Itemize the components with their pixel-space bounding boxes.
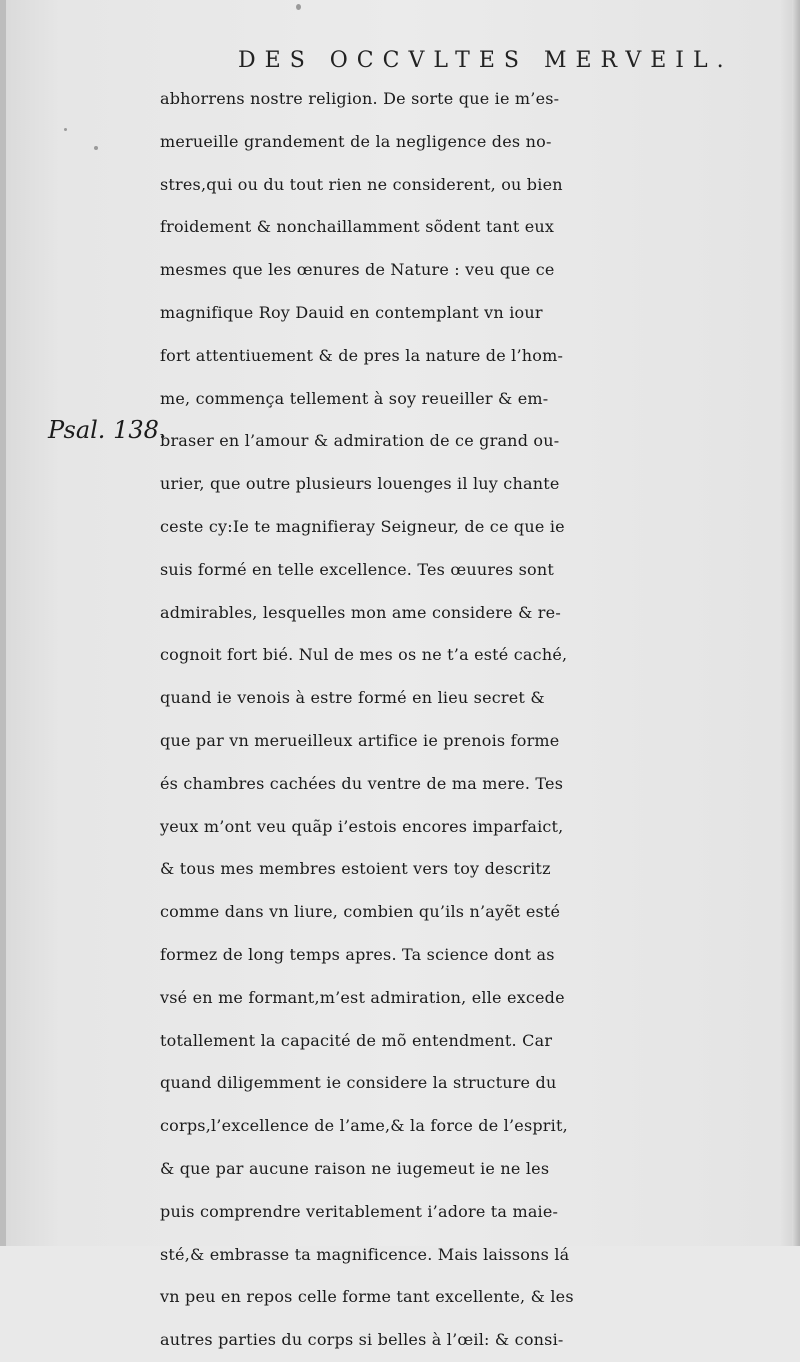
text-line: és chambres cachées du ventre de ma mere. Tes (160, 773, 564, 793)
running-head: DES OCCVLTES MERVEIL. (238, 48, 733, 73)
text-line: corps,l’excellence de l’ame,& la force de l’esprit, (160, 1116, 568, 1136)
text-line: & que par aucune raison ne iugemeut ie ne les (160, 1158, 550, 1178)
text-line: comme dans vn liure, combien qu’ils n’ayẽt esté (160, 902, 561, 922)
text-line: sté,& embrasse ta magnificence. Mais laissons lá (160, 1244, 570, 1264)
text-line: merueille grandement de la negligence des no- (160, 131, 552, 151)
ink-spot (94, 146, 98, 150)
text-line: admirables, lesquelles mon ame considere & re- (160, 602, 561, 622)
text-line: ceste cy:Ie te magnifieray Seigneur, de ce que ie (160, 516, 565, 536)
text-line: braser en l’amour & admiration de ce grand ou- (160, 431, 560, 451)
text-line: fort attentiuement & de pres la nature de l’hom- (160, 345, 564, 365)
text-line: stres,qui ou du tout rien ne considerent, ou bien (160, 174, 563, 194)
ink-spot (296, 4, 301, 10)
text-line: mesmes que les œnures de Nature : veu que ce (160, 260, 555, 280)
text-line: vn peu en repos celle forme tant excellente, & les (160, 1287, 574, 1307)
text-line: quand ie venois à estre formé en lieu secret & (160, 688, 545, 708)
text-line: puis comprendre veritablement i’adore ta maie- (160, 1201, 559, 1221)
text-line: abhorrens nostre religion. De sorte que ie m’es- (160, 89, 560, 108)
text-line: que par vn merueilleux artifice ie prenois forme (160, 730, 560, 750)
text-line: cognoit fort bié. Nul de mes os ne t’a esté caché, (160, 645, 568, 665)
text-line: & tous mes membres estoient vers toy descritz (160, 859, 551, 879)
text-line: suis formé en telle excellence. Tes œuures sont (160, 559, 554, 579)
text-line: formez de long temps apres. Ta science dont as (160, 944, 555, 964)
main-text (160, 78, 780, 1362)
page-right-edge (792, 0, 800, 1246)
page-left-edge (0, 0, 6, 1246)
text-line: autres parties du corps si belles à l’œil: & consi- (160, 1330, 564, 1350)
text-line: vsé en me formant,m’est admiration, elle excede (160, 987, 565, 1007)
marginal-note: Psal. 138. (48, 416, 167, 444)
text-line: quand diligemment ie considere la structure du (160, 1073, 557, 1093)
text-line: yeux m’ont veu quãp i’estois encores imparfaict, (160, 816, 564, 836)
text-line: froidement & nonchaillamment sõdent tant eux (160, 217, 555, 237)
text-line: me, commença tellement à soy reueiller & em- (160, 388, 549, 408)
text-line: urier, que outre plusieurs louenges il luy chante (160, 474, 560, 494)
text-line: totallement la capacité de mõ entendment. Car (160, 1030, 553, 1050)
ink-spot (64, 128, 67, 131)
text-line: magnifique Roy Dauid en contemplant vn iour (160, 302, 543, 322)
